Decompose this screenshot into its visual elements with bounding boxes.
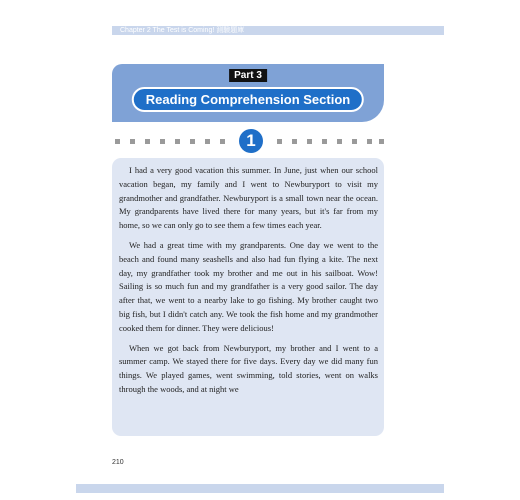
part-label: Part 3 — [229, 69, 267, 82]
divider-square — [307, 139, 312, 144]
divider-square — [337, 139, 342, 144]
divider-square — [160, 139, 165, 144]
divider-square — [322, 139, 327, 144]
divider-square — [175, 139, 180, 144]
divider-square — [220, 139, 225, 144]
divider-square — [205, 139, 210, 144]
running-header-text: Chapter 2 The Test is Coming! 測驗題庫 — [120, 27, 245, 34]
divider-square — [277, 139, 282, 144]
divider-square — [190, 139, 195, 144]
section-title: Reading Comprehension Section — [132, 87, 364, 112]
divider-square — [379, 139, 384, 144]
page-number: 210 — [112, 459, 124, 466]
footer-bar — [76, 484, 444, 493]
passage-paragraph: I had a very good vacation this summer. In June, just when our school vacation began, my family and I went to Newburyport to visit my grandmother and grandfather. Newburyport is a small town near the ocean. My grandparents have lived there for many years, but it's far from my home, so we can only go to see them a few times each year. — [119, 165, 378, 231]
passage-paragraph: When we got back from Newburyport, my brother and I went to a summer camp. We stayed there for five days. Every day we did many fun things. We played games, went swimming, told stories, went on walks through the woods, and at night we — [119, 342, 378, 394]
divider-square — [145, 139, 150, 144]
divider-square — [130, 139, 135, 144]
divider-square — [115, 139, 120, 144]
running-header — [112, 26, 444, 35]
passage-number-badge: 1 — [239, 129, 263, 153]
divider-square — [352, 139, 357, 144]
divider-square — [292, 139, 297, 144]
passage-number-divider — [112, 128, 384, 154]
passage-paragraph: We had a great time with my grandparents. One day we went to the beach and found many seashells and also had fun flying a kite. The next day, my grandfather took my brother and me out in his sailboat. Wow! Sailing is so much fun and my grandfather is a very good sailor. The day after that, we went to a nearby lake to go fishing. My brother caught two big fish, but I didn't catch any. We took the fish home and my grandmother cooked them for dinner. They were delicious! — [119, 239, 378, 333]
section-banner — [112, 64, 384, 122]
divider-square — [367, 139, 372, 144]
reading-passage — [112, 158, 384, 436]
